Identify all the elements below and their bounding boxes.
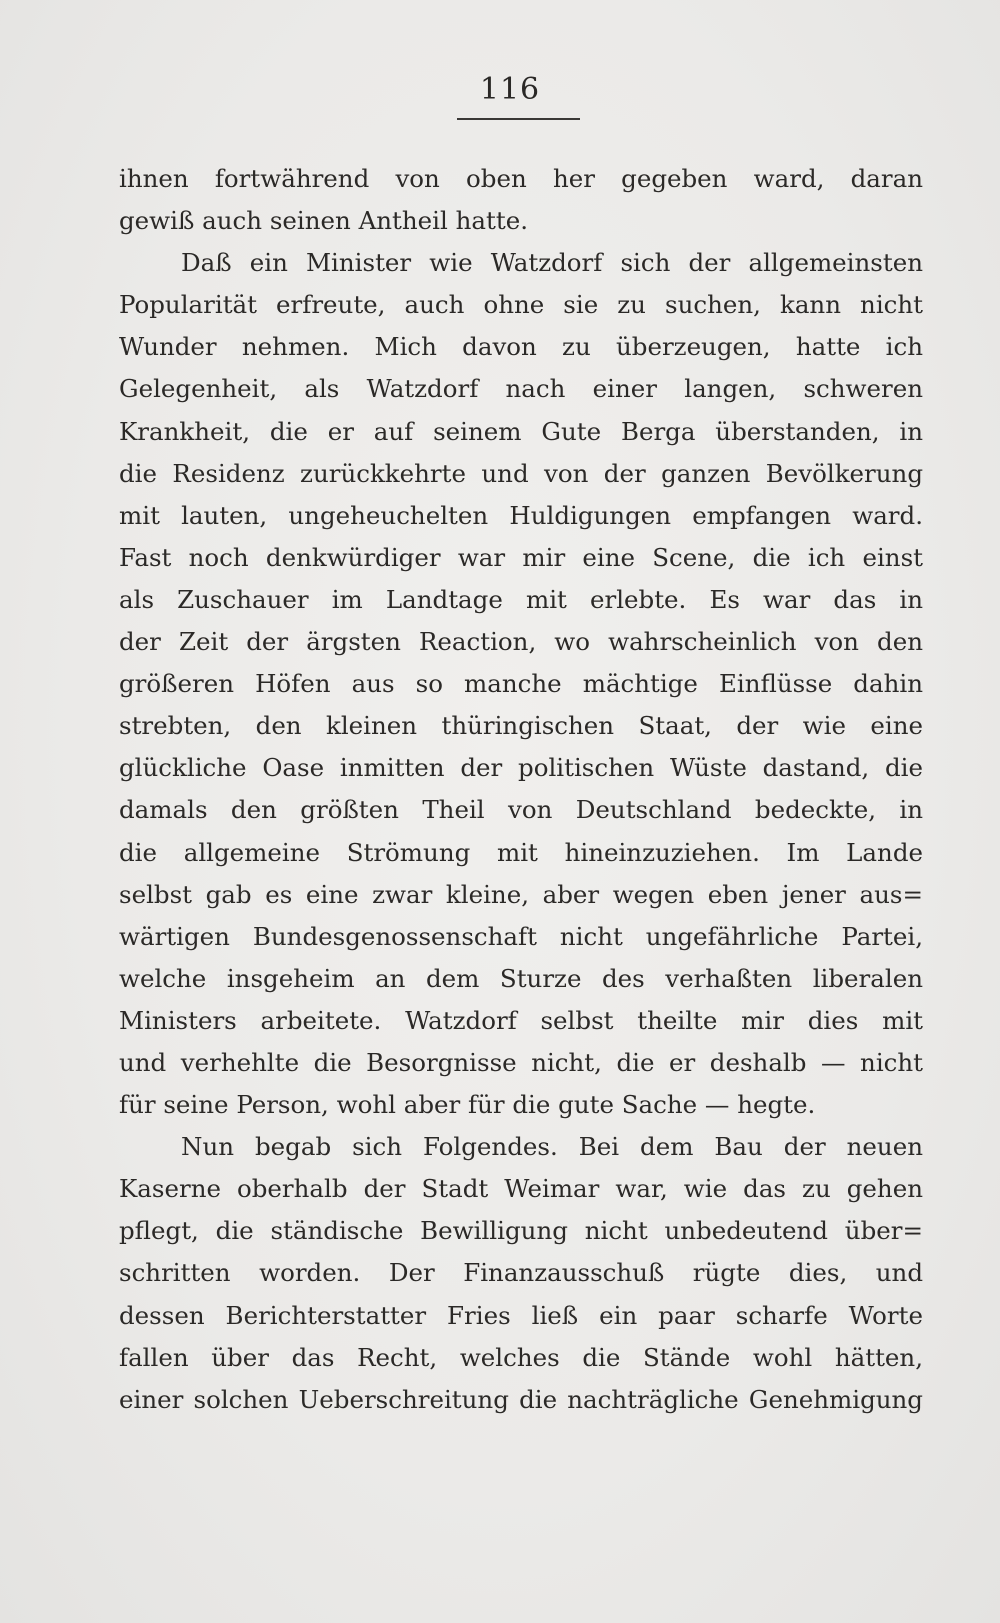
text-line: fallen über das Recht, welches die Stände wohl hätten, [119, 1342, 923, 1372]
text-line: Krankheit, die er auf seinem Gute Berga überstanden, in [119, 416, 923, 446]
text-line: und verhehlte die Besorgnisse nicht, die er deshalb — nicht [119, 1047, 923, 1077]
page-number: 116 [479, 72, 541, 107]
text-line: Nun begab sich Folgendes. Bei dem Bau der neuen [181, 1132, 923, 1162]
text-line: als Zuschauer im Landtage mit erlebte. Es war das in [119, 584, 923, 614]
body-text [119, 158, 923, 1421]
text-line: Fast noch denkwürdiger war mir eine Scene, die ich einst [119, 542, 923, 572]
text-line: glückliche Oase inmitten der politischen Wüste dastand, die [119, 753, 923, 783]
text-line: Gelegenheit, als Watzdorf nach einer langen, schweren [119, 374, 923, 404]
text-line: strebten, den kleinen thüringischen Staat, der wie eine [119, 711, 923, 741]
text-line: dessen Berichterstatter Fries ließ ein paar scharfe Worte [119, 1300, 923, 1330]
text-line: selbst gab es eine zwar kleine, aber wegen eben jener aus= [119, 879, 923, 909]
text-line: Kaserne oberhalb der Stadt Weimar war, wie das zu gehen [119, 1174, 923, 1204]
text-line: für seine Person, wohl aber für die gute Sache — hegte. [119, 1090, 816, 1120]
page-number-rule [457, 118, 580, 120]
text-line: Ministers arbeitete. Watzdorf selbst theilte mir dies mit [119, 1005, 923, 1035]
text-line: gewiß auch seinen Antheil hatte. [119, 206, 528, 236]
text-line: die Residenz zurückkehrte und von der ganzen Bevölkerung [119, 458, 923, 488]
text-line: einer solchen Ueberschreitung die nachträgliche Genehmigung [119, 1384, 923, 1414]
text-line: pflegt, die ständische Bewilligung nicht unbedeutend über= [119, 1216, 923, 1246]
text-line: welche insgeheim an dem Sturze des verhaßten liberalen [119, 963, 923, 993]
text-line: der Zeit der ärgsten Reaction, wo wahrscheinlich von den [119, 627, 923, 657]
text-line: Wunder nehmen. Mich davon zu überzeugen, hatte ich [119, 332, 923, 362]
text-line: mit lauten, ungeheuchelten Huldigungen empfangen ward. [119, 500, 923, 530]
text-line: Daß ein Minister wie Watzdorf sich der allgemeinsten [181, 248, 923, 278]
text-line: Popularität erfreute, auch ohne sie zu suchen, kann nicht [119, 290, 923, 320]
text-line: größeren Höfen aus so manche mächtige Einflüsse dahin [119, 669, 923, 699]
text-line: schritten worden. Der Finanzausschuß rügte dies, und [119, 1258, 923, 1288]
text-line: ihnen fortwährend von oben her gegeben ward, daran [119, 164, 923, 193]
text-line: damals den größten Theil von Deutschland bedeckte, in [119, 795, 923, 825]
text-line: die allgemeine Strömung mit hineinzuziehen. Im Lande [119, 837, 923, 867]
text-line: wärtigen Bundesgenossenschaft nicht ungefährliche Partei, [119, 921, 923, 951]
